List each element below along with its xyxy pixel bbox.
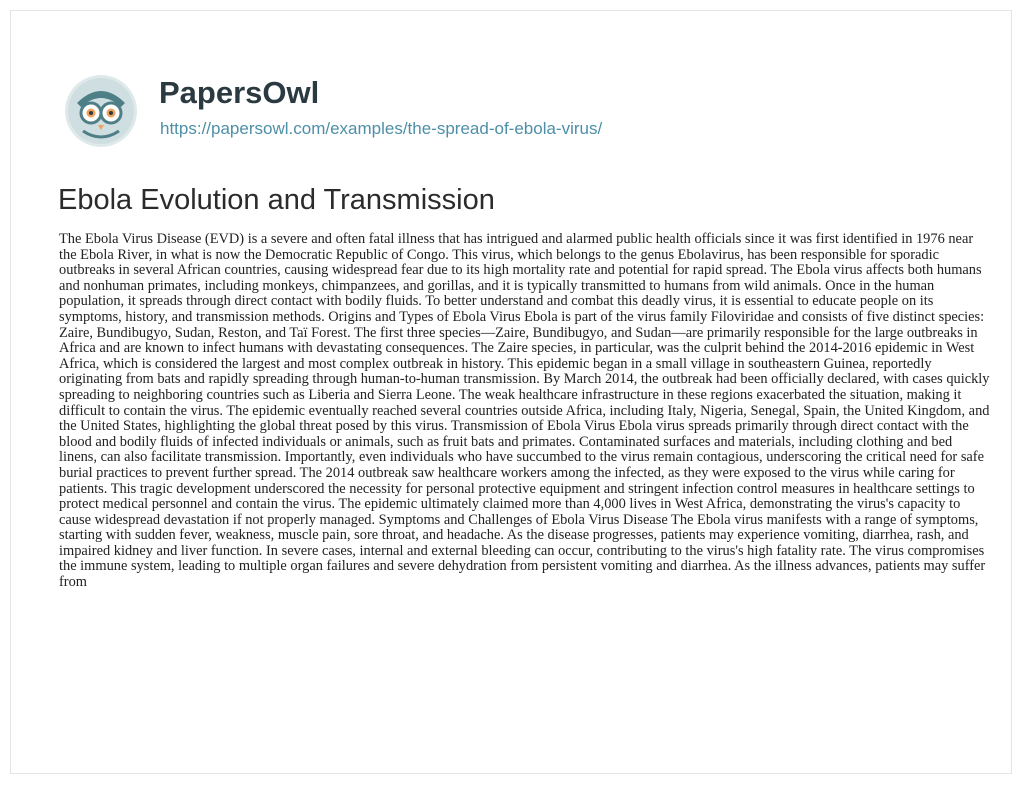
brand-name: PapersOwl xyxy=(159,75,320,110)
site-header xyxy=(63,73,963,153)
document-page xyxy=(10,10,1012,774)
source-url-link[interactable]: https://papersowl.com/examples/the-spread-of-ebola-virus/ xyxy=(160,119,603,138)
page-title: Ebola Evolution and Transmission xyxy=(58,184,495,216)
owl-logo-icon xyxy=(63,73,139,149)
article-body: The Ebola Virus Disease (EVD) is a severe and often fatal illness that has intrigued and alarmed public health officials since it was first identified in 1976 near the Ebola River, in what is now the Democratic Republic of Congo. This virus, which belongs to the genus Ebolavirus, has been responsible for sporadic outbreaks in several African countries, causing widespread fear due to its high mortality rate and potential for rapid spread. The Ebola virus affects both humans and nonhuman primates, including monkeys, chimpanzees, and gorillas, and it is typically transmitted to humans from wild animals. Once in the human population, it spreads through direct contact with bodily fluids. To better understand and combat this deadly virus, it is essential to educate people on its symptoms, history, and transmission methods. Origins and Types of Ebola Virus Ebola is part of the virus family Filoviridae and consists of five distinct species: Zaire, Bundibugyo, Sudan, Reston, and Taï Forest. The first three species—Zaire, Bundibugyo, and Sudan—are primarily responsible for the large outbreaks in Africa and are known to infect humans with devastating consequences. The Zaire species, in particular, was the culprit behind the 2014-2016 epidemic in West Africa, which is considered the largest and most complex outbreak in history. This epidemic began in a small village in southeastern Guinea, reportedly originating from bats and rapidly spreading through human-to-human transmission. By March 2014, the outbreak had been officially declared, with cases quickly spreading to neighboring countries such as Liberia and Sierra Leone. The weak healthcare infrastructure in these regions exacerbated the situation, making it difficult to contain the virus. The epidemic eventually reached several countries outside Africa, including Italy, Nigeria, Senegal, Spain, the United Kingdom, and the United States, highlighting the global threat posed by this virus. Transmission of Ebola Virus Ebola virus spreads primarily through direct contact with the blood and bodily fluids of infected individuals or animals, such as fruit bats and primates. Contaminated surfaces and materials, including clothing and bed linens, can also facilitate transmission. Importantly, even individuals who have succumbed to the virus remain contagious, underscoring the critical need for safe burial practices to prevent further spread. The 2014 outbreak saw healthcare workers among the infected, as they were exposed to the virus while caring for patients. This tragic development underscored the necessity for personal protective equipment and stringent infection control measures in healthcare settings to protect medical personnel and contain the virus. The epidemic ultimately claimed more than 4,000 lives in West Africa, demonstrating the virus's capacity to cause widespread devastation if not properly managed. Symptoms and Challenges of Ebola Virus Disease The Ebola virus manifests with a range of symptoms, starting with sudden fever, weakness, muscle pain, sore throat, and headache. As the disease progresses, patients may experience vomiting, diarrhea, rash, and impaired kidney and liver function. In severe cases, internal and external bleeding can occur, contributing to the virus's high fatality rate. The virus compromises the immune system, leading to multiple organ failures and severe dehydration from persistent vomiting and diarrhea. As the illness advances, patients may suffer from xyxy=(59,231,990,591)
